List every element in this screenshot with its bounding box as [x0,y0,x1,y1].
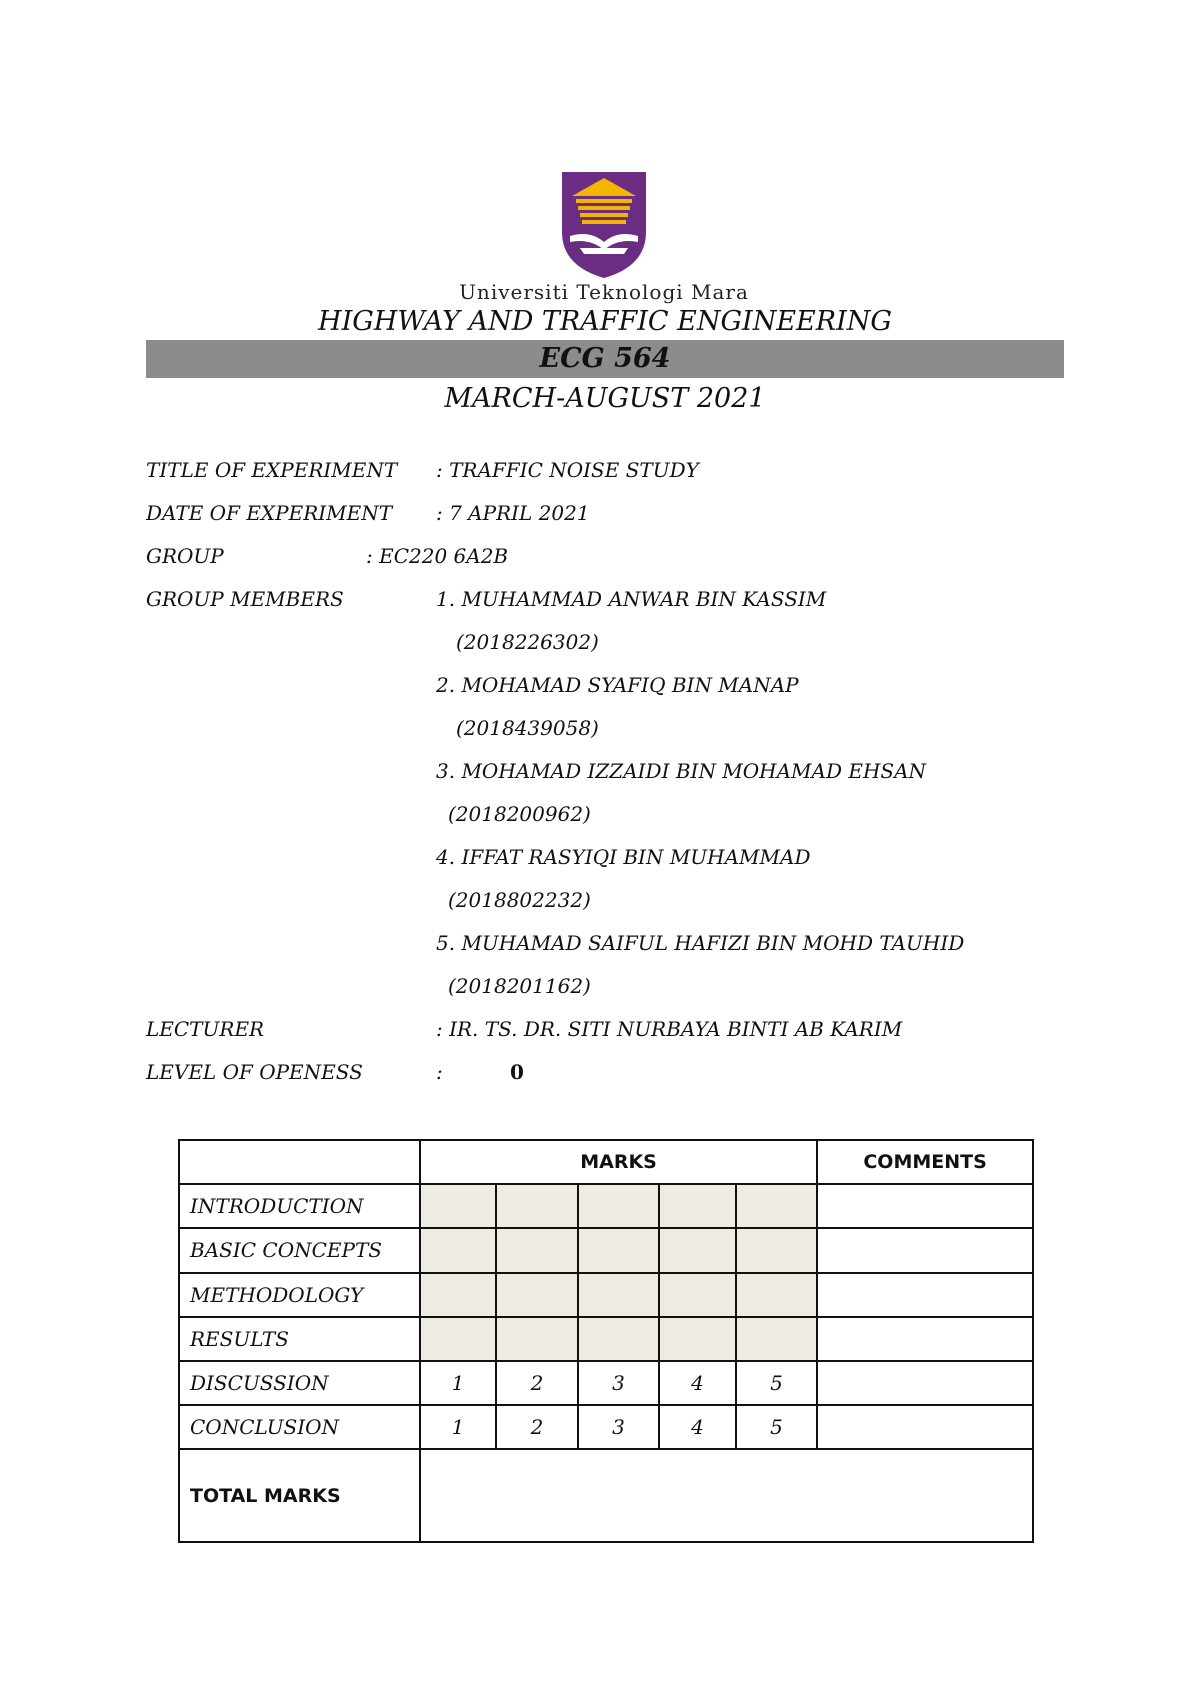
score-cell [420,1184,496,1228]
member-name: 4. IFFAT RASYIQI BIN MUHAMMAD [436,845,811,869]
table-row [179,1361,1033,1405]
title-label: TITLE OF EXPERIMENT [146,458,398,482]
member-id: (2018226302) [456,630,599,654]
table-header-row [179,1140,1033,1184]
score-cell [578,1273,659,1317]
score-cell [496,1317,578,1361]
openness-label: LEVEL OF OPENESS [146,1060,363,1084]
score-cell [659,1228,736,1272]
comment-cell [817,1361,1033,1405]
score-cell: 1 [420,1405,496,1449]
criterion-label: DISCUSSION [179,1361,420,1405]
member-id: (2018201162) [448,974,591,998]
lecturer-label: LECTURER [146,1017,265,1041]
university-name: Universiti Teknologi Mara [459,280,749,304]
score-cell [420,1317,496,1361]
score-cell [578,1228,659,1272]
course-code: ECG 564 [539,343,671,374]
uitm-crest-icon [560,170,648,280]
marks-header: MARKS [420,1140,817,1184]
table-row [179,1273,1033,1317]
score-cell: 5 [736,1405,817,1449]
score-cell [420,1228,496,1272]
comment-cell [817,1184,1033,1228]
comment-cell [817,1228,1033,1272]
score-cell [496,1228,578,1272]
table-row [179,1184,1033,1228]
date-label: DATE OF EXPERIMENT [146,501,393,525]
score-cell: 1 [420,1361,496,1405]
score-cell [736,1317,817,1361]
criterion-label: CONCLUSION [179,1405,420,1449]
semester: MARCH-AUGUST 2021 [444,383,766,414]
group-label: GROUP [146,544,224,568]
score-cell: 5 [736,1361,817,1405]
score-cell [578,1184,659,1228]
member-id: (2018439058) [456,716,599,740]
marks-table [178,1139,1034,1543]
score-cell: 2 [496,1405,578,1449]
score-cell: 4 [659,1361,736,1405]
score-cell: 4 [659,1405,736,1449]
score-cell [420,1273,496,1317]
openness-value: 0 [510,1060,524,1084]
score-cell [578,1317,659,1361]
title-value: : TRAFFIC NOISE STUDY [436,458,699,482]
comment-cell [817,1317,1033,1361]
member-id: (2018200962) [448,802,591,826]
criterion-label: INTRODUCTION [179,1184,420,1228]
table-row [179,1405,1033,1449]
total-marks-cell [420,1449,1033,1542]
total-marks-label: TOTAL MARKS [179,1449,420,1542]
lecturer-value: : IR. TS. DR. SITI NURBAYA BINTI AB KARIM [436,1017,903,1041]
score-cell: 3 [578,1361,659,1405]
criterion-label: RESULTS [179,1317,420,1361]
criterion-label: BASIC CONCEPTS [179,1228,420,1272]
member-name: 1. MUHAMMAD ANWAR BIN KASSIM [436,587,827,611]
score-cell [496,1184,578,1228]
course-title: HIGHWAY AND TRAFFIC ENGINEERING [318,306,892,337]
member-name: 5. MUHAMAD SAIFUL HAFIZI BIN MOHD TAUHID [436,931,965,955]
empty-header-cell [179,1140,420,1184]
members-label: GROUP MEMBERS [146,587,344,611]
score-cell [659,1273,736,1317]
comment-cell [817,1405,1033,1449]
score-cell: 2 [496,1361,578,1405]
score-cell [736,1228,817,1272]
member-id: (2018802232) [448,888,591,912]
table-row [179,1317,1033,1361]
score-cell [736,1184,817,1228]
openness-colon: : [436,1060,443,1084]
score-cell [736,1273,817,1317]
comments-header: COMMENTS [817,1140,1033,1184]
score-cell [659,1184,736,1228]
score-cell [659,1317,736,1361]
total-row [179,1449,1033,1542]
score-cell [496,1273,578,1317]
criterion-label: METHODOLOGY [179,1273,420,1317]
member-name: 2. MOHAMAD SYAFIQ BIN MANAP [436,673,799,697]
date-value: : 7 APRIL 2021 [436,501,590,525]
group-value: : EC220 6A2B [366,544,509,568]
member-name: 3. MOHAMAD IZZAIDI BIN MOHAMAD EHSAN [436,759,927,783]
score-cell: 3 [578,1405,659,1449]
comment-cell [817,1273,1033,1317]
table-row [179,1228,1033,1272]
